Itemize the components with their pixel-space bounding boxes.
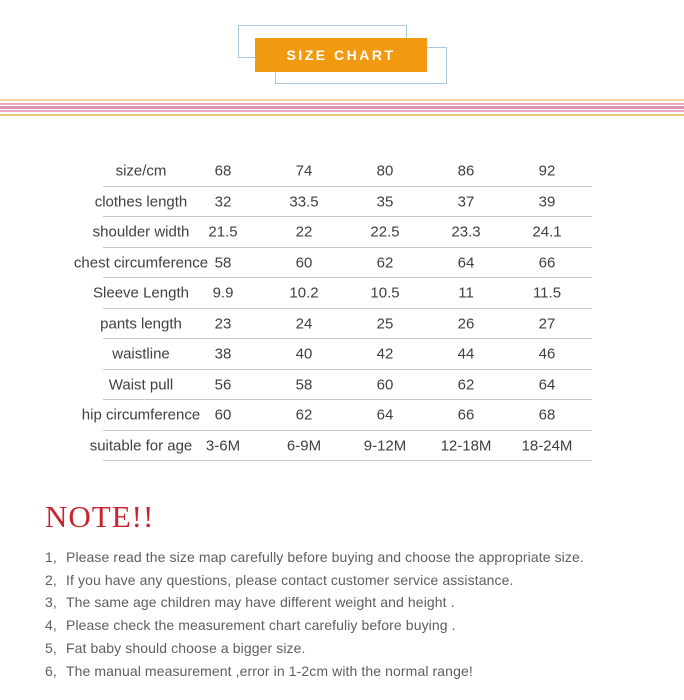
cell-value: 38	[214, 345, 232, 363]
cell-value: 39	[538, 193, 556, 211]
cell-value: 64	[538, 376, 556, 394]
stripe-peach	[0, 99, 684, 101]
cell-value: 3-6M	[205, 437, 241, 455]
note-number: 1,	[45, 549, 57, 565]
note-item	[45, 637, 650, 660]
cell-value: 62	[376, 254, 394, 272]
cell-value: 62	[295, 406, 313, 424]
table-row	[0, 339, 684, 370]
cell-value: 56	[214, 376, 232, 394]
note-text: Please read the size map carefully before buying and choose the appropriate size.	[66, 549, 584, 565]
cell-value: 22.5	[370, 223, 400, 241]
cell-value: 9-12M	[363, 437, 407, 455]
table-row	[0, 431, 684, 462]
cell-value: 37	[457, 193, 475, 211]
note-text: Fat baby should choose a bigger size.	[66, 639, 306, 656]
cell-value: 80	[376, 162, 394, 180]
row-label: size/cm	[115, 162, 167, 180]
table-row	[0, 278, 684, 309]
cell-value: 62	[457, 376, 475, 394]
cell-value: 74	[295, 162, 313, 180]
notes-heading: NOTE!!	[45, 499, 155, 534]
page-title: SIZE CHART	[286, 47, 396, 63]
row-label: pants length	[100, 315, 182, 333]
note-number: 5,	[45, 639, 57, 656]
cell-value: 26	[457, 315, 475, 333]
table-row	[0, 156, 684, 187]
row-label: waistline	[112, 345, 170, 363]
cell-value: 6-9M	[286, 437, 322, 455]
row-label: Waist pull	[108, 376, 174, 394]
note-item	[45, 569, 650, 592]
note-text: If you have any questions, please contact customer service assistance.	[66, 571, 514, 588]
cell-value: 66	[457, 406, 475, 424]
cell-value: 58	[214, 254, 232, 272]
cell-value: 9.9	[212, 284, 234, 302]
row-label: clothes length	[94, 193, 188, 211]
cell-value: 42	[376, 345, 394, 363]
cell-value: 18-24M	[521, 437, 573, 455]
cell-value: 11.5	[532, 284, 562, 302]
cell-value: 46	[538, 345, 556, 363]
cell-value: 58	[295, 376, 313, 394]
note-item	[45, 614, 650, 637]
cell-value: 60	[214, 406, 232, 424]
cell-value: 60	[295, 254, 313, 272]
note-item	[45, 591, 650, 614]
notes-list	[45, 546, 650, 682]
stripe-mauve	[0, 106, 684, 109]
table-row	[0, 217, 684, 248]
stripe-pink-bottom	[0, 110, 684, 112]
table-row	[0, 309, 684, 340]
cell-value: 12-18M	[440, 437, 492, 455]
table-row	[0, 187, 684, 218]
row-label: Sleeve Length	[93, 284, 189, 302]
cell-value: 24	[295, 315, 313, 333]
decorative-stripes	[0, 99, 684, 116]
cell-value: 44	[457, 345, 475, 363]
cell-value: 66	[538, 254, 556, 272]
cell-value: 21.5	[208, 223, 238, 241]
cell-value: 33.5	[289, 193, 319, 211]
note-item	[45, 660, 650, 683]
table-row	[0, 400, 684, 431]
cell-value: 32	[214, 193, 232, 211]
cell-value: 35	[376, 193, 394, 211]
cell-value: 64	[457, 254, 475, 272]
cell-value: 27	[538, 315, 556, 333]
table-row	[0, 370, 684, 401]
cell-value: 92	[538, 162, 556, 180]
note-item	[45, 546, 650, 569]
row-label: hip circumference	[81, 406, 201, 424]
cell-value: 68	[214, 162, 232, 180]
row-label: suitable for age	[89, 437, 193, 455]
note-number: 6,	[45, 662, 57, 679]
cell-value: 22	[295, 223, 313, 241]
cell-value: 24.1	[532, 223, 562, 241]
cell-value: 68	[538, 406, 556, 424]
table-row	[0, 248, 684, 279]
cell-value: 11	[458, 284, 474, 302]
stripe-gold	[0, 114, 684, 116]
row-separator	[103, 460, 592, 461]
size-chart-banner	[255, 38, 427, 72]
note-text: The manual measurement ,error in 1-2cm with the normal range!	[66, 662, 473, 679]
note-text: The same age children may have different weight and height .	[66, 594, 455, 611]
note-number: 3,	[45, 594, 57, 611]
cell-value: 86	[457, 162, 475, 180]
stripe-pink-top	[0, 103, 684, 105]
note-text: Please check the measurement chart carefuliy before buying .	[66, 617, 456, 634]
row-label: chest circumference	[73, 254, 209, 272]
cell-value: 23.3	[451, 223, 481, 241]
cell-value: 10.5	[370, 284, 400, 302]
cell-value: 10.2	[289, 284, 319, 302]
note-number: 2,	[45, 571, 57, 588]
note-number: 4,	[45, 617, 57, 634]
cell-value: 40	[295, 345, 313, 363]
row-label: shoulder width	[92, 223, 190, 241]
cell-value: 25	[376, 315, 394, 333]
cell-value: 60	[376, 376, 394, 394]
cell-value: 23	[214, 315, 232, 333]
cell-value: 64	[376, 406, 394, 424]
notes-section	[45, 499, 650, 682]
size-table	[0, 156, 684, 461]
